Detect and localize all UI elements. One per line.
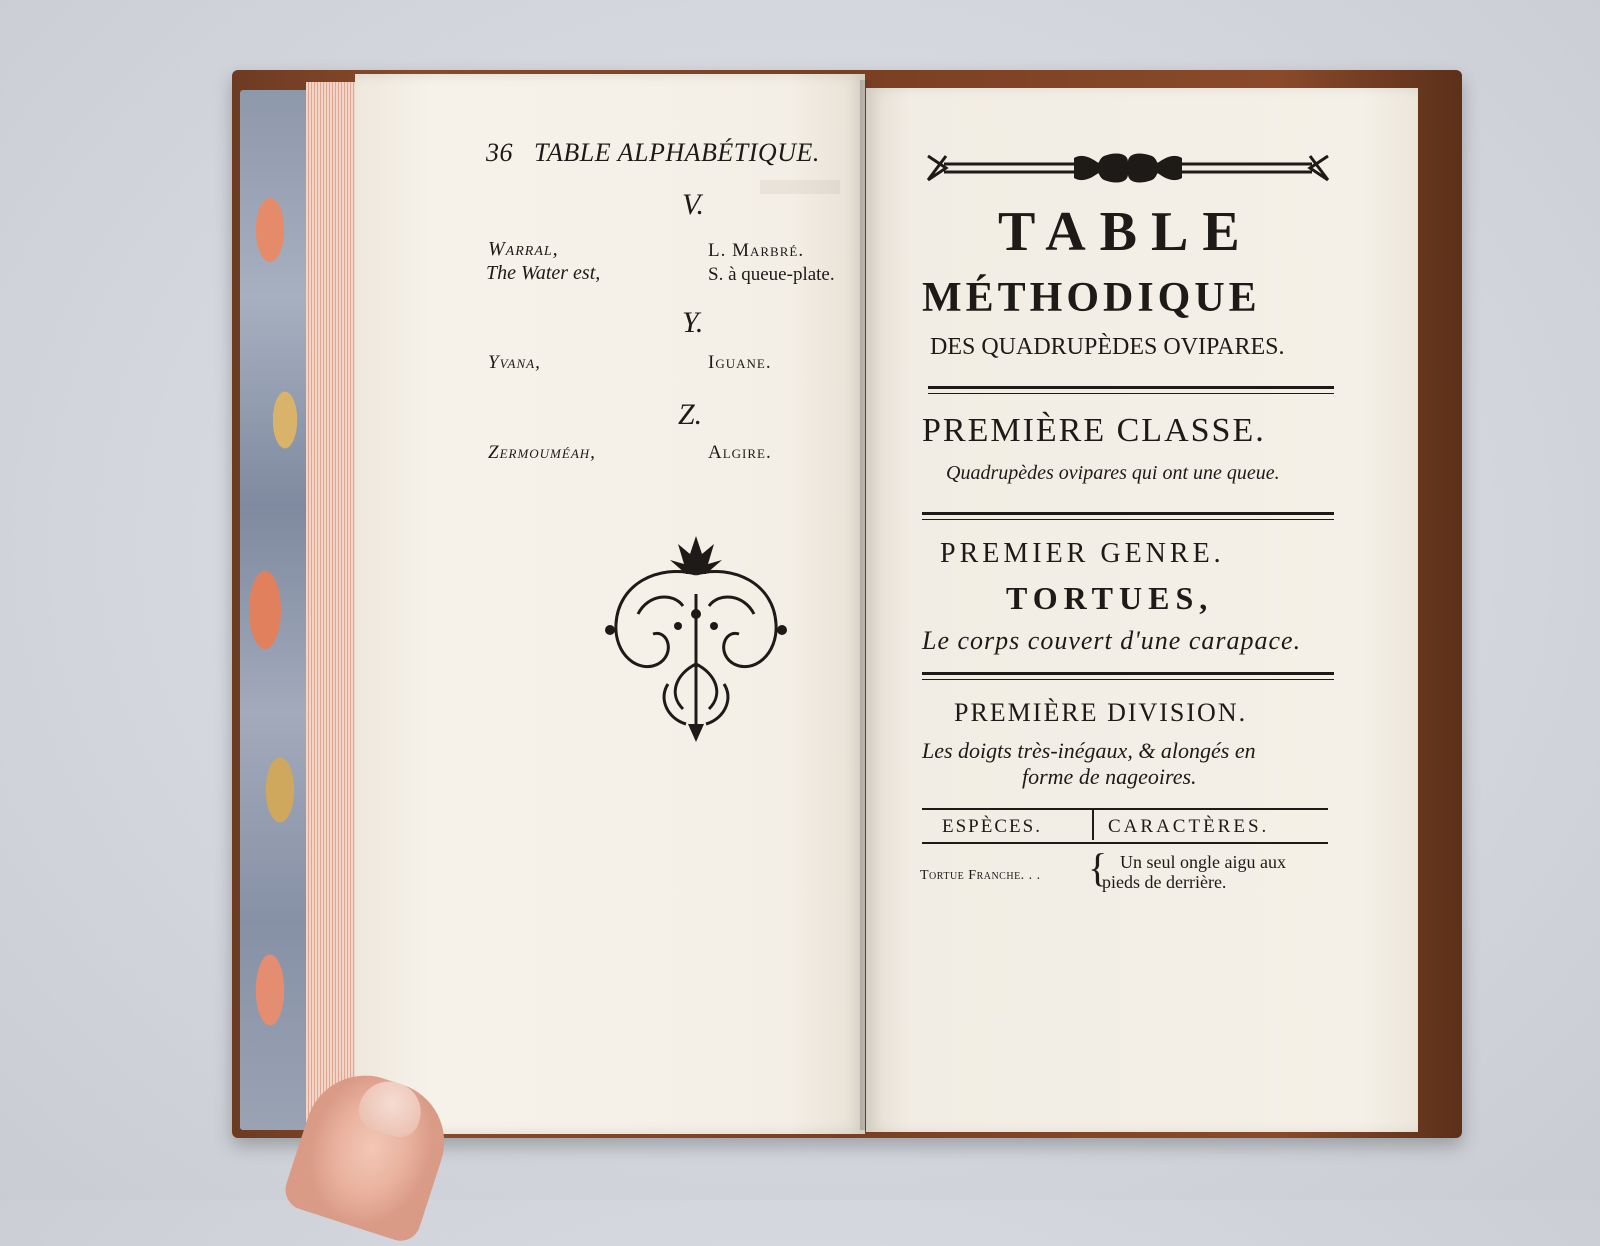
- marbled-endpaper: [240, 90, 310, 1130]
- table-rule-bottom: [922, 842, 1328, 844]
- brace-icon: {: [1088, 845, 1108, 890]
- title-line-1: TABLE: [998, 201, 1254, 263]
- title-line-3: DES QUADRUPÈDES OVIPARES.: [930, 334, 1285, 360]
- rule-divider: [928, 393, 1334, 394]
- section-letter-y: Y.: [682, 306, 704, 339]
- table-rule-top: [922, 808, 1328, 810]
- genre-title: PREMIER GENRE.: [940, 538, 1225, 569]
- species-name: Tortue Franche. . .: [920, 868, 1041, 883]
- page-edges: [306, 82, 362, 1122]
- fleuron-ornament-icon: [598, 534, 794, 744]
- entry-name: The Water est,: [486, 262, 601, 284]
- entry-ref: Iguane.: [708, 352, 772, 373]
- entry-name: Yvana,: [488, 352, 541, 373]
- header-running-title: TABLE ALPHABÉTIQUE.: [534, 138, 820, 167]
- table-column-divider: [1092, 810, 1094, 840]
- rule-divider: [922, 512, 1334, 515]
- header-page-number: 36: [486, 138, 513, 167]
- section-letter-z: Z.: [678, 398, 703, 431]
- entry-ref: Algire.: [708, 442, 772, 463]
- class-subtitle: Quadrupèdes ovipares qui ont une queue.: [946, 462, 1280, 484]
- entry-name: Zermouméah,: [488, 442, 596, 463]
- class-title: PREMIÈRE CLASSE.: [922, 412, 1266, 449]
- entry-ref: L. Marbré.: [708, 240, 805, 261]
- section-letter-v: V.: [682, 188, 704, 221]
- headpiece-ornament-icon: [924, 152, 1332, 186]
- rule-divider: [922, 679, 1334, 680]
- character-line: Un seul ongle aigu aux: [1120, 852, 1286, 872]
- rule-divider: [922, 519, 1334, 520]
- entry-name: Warral,: [488, 238, 559, 260]
- character-line: pieds de derrière.: [1102, 872, 1227, 892]
- division-title: PREMIÈRE DIVISION.: [954, 698, 1248, 727]
- entry-ref: S. à queue-plate.: [708, 264, 835, 285]
- genre-description: Le corps couvert d'une carapace.: [922, 626, 1302, 655]
- rule-divider: [922, 672, 1334, 675]
- title-line-2: MÉTHODIQUE: [922, 275, 1261, 321]
- division-description: forme de nageoires.: [1022, 764, 1197, 789]
- rule-divider: [928, 386, 1334, 389]
- table-header-species: ESPÈCES.: [942, 816, 1042, 837]
- genre-name: TORTUES,: [1006, 580, 1214, 616]
- division-description: Les doigts très-inégaux, & alongés en: [922, 738, 1256, 763]
- table-header-characters: CARACTÈRES.: [1108, 816, 1270, 837]
